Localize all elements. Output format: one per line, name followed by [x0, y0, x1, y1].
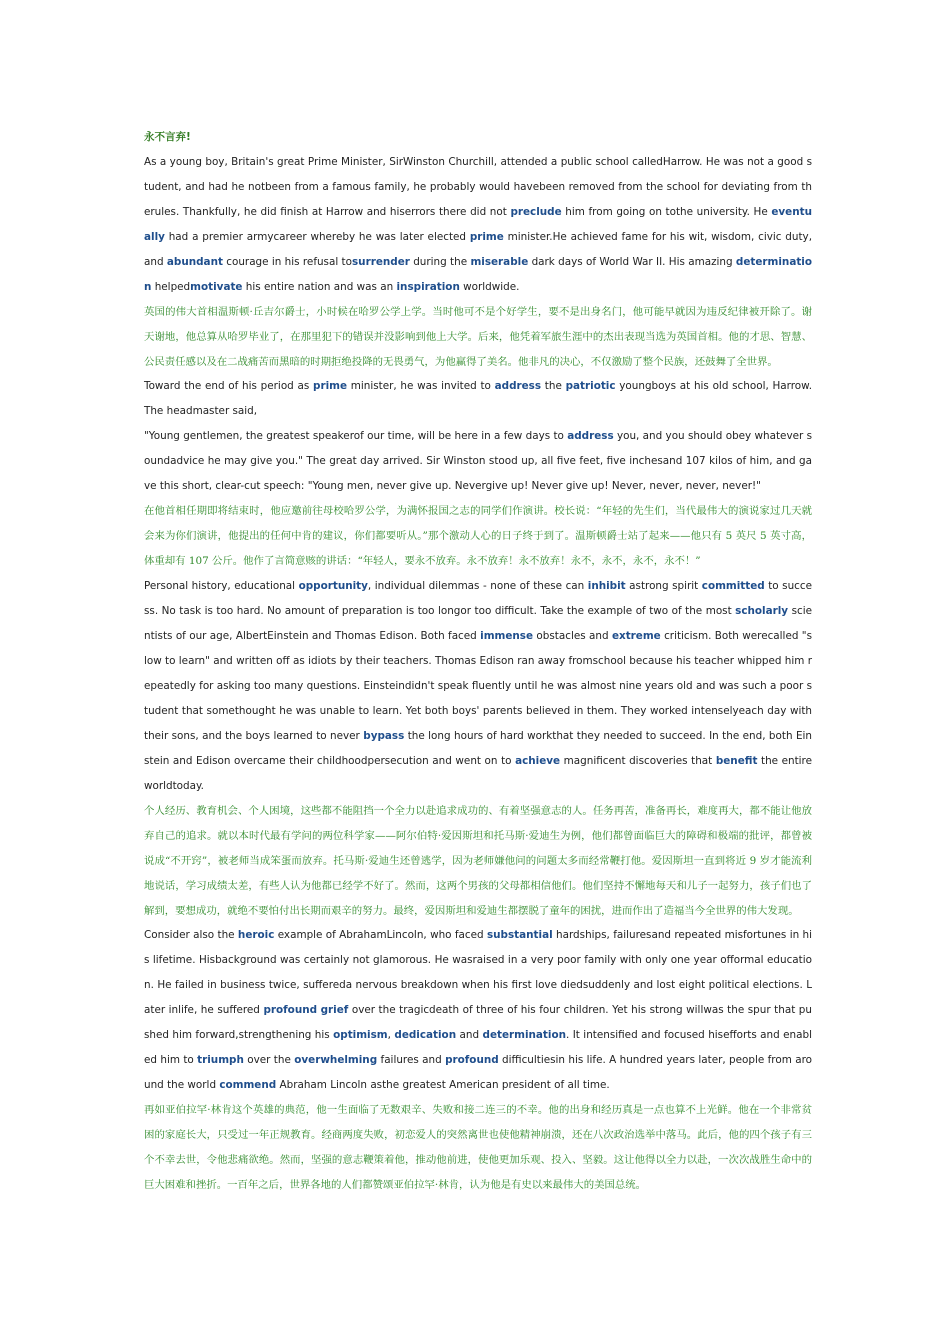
vocabulary-word: triumph	[197, 1054, 244, 1067]
chinese-translation-paragraph: 再如亚伯拉罕·林肯这个英雄的典范，他一生面临了无数艰辛、失败和接二连三的不幸。他的出身和经历真是一点也算不上光鲜。他在一个非常贫困的家庭长大，只受过一年正规教育。经商两度失败，初恋爱人的突然离世也使他精神崩溃，还在八次政治选举中落马。此后，他的四个孩子有三个不幸去世，令他悲痛欲绝。然而，坚强的意志鞭策着他，推动他前进，使他更加乐观、投入、坚毅。这让他得以全力以赴，一次次战胜生命中的巨大困难和挫折。一百年之后，世界各地的人们都赞颂亚伯拉罕·林肯，认为他是有史以来最伟大的美国总统。	[144, 1104, 812, 1191]
paragraph-text: had a premier armycareer whereby he was later elected	[164, 230, 470, 243]
paragraph-text: obstacles and	[533, 630, 612, 643]
chinese-translation-paragraph: 个人经历、教育机会、个人困境，这些都不能阻挡一个全力以赴追求成功的、有着坚强意志的人。任务再苦，准备再长，难度再大，都不能让他放弃自己的追求。就以本时代最有学问的两位科学家——阿尔伯特·爱因斯坦和托马斯·爱迪生为例，他们都曾面临巨大的障碍和极端的批评，都曾被说成“不开窍”，被老师当成笨蛋而放弃。托马斯·爱迪生还曾逃学，因为老师嫌他问的问题太多而经常鞭打他。爱因斯坦一直到将近 9 岁才能流利地说话，学习成绩太差，有些人认为他都已经学不好了。然而，这两个男孩的父母都相信他们。他们坚持不懈地每天和儿子一起努力，孩子们也了解到，要想成功，就绝不要怕付出长期而艰辛的努力。最终，爱因斯坦和爱迪生都摆脱了童年的困扰，进而作出了造福当今全世界的伟大发现。	[144, 804, 812, 917]
vocabulary-word: substantial	[486, 929, 553, 942]
paragraph-text: and	[456, 1029, 483, 1042]
paragraph-text: difficultiesin his life. A hundred years later, people from around the world	[144, 1054, 812, 1092]
paragraph-text: over the	[243, 1054, 295, 1067]
vocabulary-word: grief	[320, 1004, 349, 1017]
vocabulary-word: patriotic	[565, 380, 616, 393]
paragraph-text: you, and you should obey whatever soundadvice he may give you." The great day arrived. Sir Winston stood up, all five feet, five inchesand 107 kilos of him, and gave this short, clear-cut speech: "Young men, never give up. Nevergive up! Never give up! Never, never, never, never!"	[144, 430, 812, 493]
vocabulary-word: profound	[445, 1054, 499, 1067]
vocabulary-word: address	[567, 430, 614, 443]
vocabulary-word: abundant	[166, 255, 223, 268]
paragraph-text: courage in his refusal to	[222, 255, 352, 268]
paragraph-text: hardships, failuresand repeated misfortunes in his lifetime. Hisbackground was certainly not glamorous. He wasraised in a very poor family with only one year offormal education. He failed in business twice, suffereda nervous breakdown when his first love diedsuddenly and lost eight political elections. Later inlife, he suffered	[144, 929, 813, 1017]
vocabulary-word: dedication	[394, 1029, 457, 1042]
paragraph-text: . It intensified and focused hisefforts and enabled him to	[144, 1029, 812, 1067]
vocabulary-word: preclude	[510, 205, 562, 218]
vocabulary-word: miserable	[470, 255, 529, 268]
vocabulary-word: benefit	[715, 754, 758, 767]
paragraph-text: over the tragicdeath of three of his four children. Yet his strong willwas the spur that pushed him forward,strengthening his	[144, 1004, 812, 1042]
paragraph-text: youngboys at his old school, Harrow. The headmaster said,	[144, 380, 813, 418]
paragraph-text: Toward the end of his period as	[144, 380, 314, 393]
paragraph-text: , individual dilemmas - none of these can	[367, 580, 588, 593]
vocabulary-word: committed	[701, 580, 765, 593]
english-paragraph	[144, 424, 812, 499]
paragraph-text: ,	[387, 1029, 395, 1042]
paragraph-text: to success. No task is too hard. No amount of preparation is too longor too difficult. Take the example of two of the most	[144, 580, 812, 618]
vocabulary-word: prime	[313, 380, 348, 393]
document-body	[144, 125, 812, 1198]
vocabulary-word: eventually	[144, 205, 812, 243]
paragraph-text: criticism. Both werecalled "slow to learn" and written off as idiots by their teachers. Thomas Edison ran away fromschool because his teacher whipped him repeatedly for asking too many questions. Einsteindidn't speak fluently until he was almost nine years old and was such a poor student that somethought he was unable to learn. Yet both boys' parents believed in them. They worked intenselyeach day with their sons, and the boys learned to never	[144, 630, 813, 742]
vocabulary-word: opportunity	[298, 580, 368, 593]
chinese-translation-paragraph: 在他首相任期即将结束时，他应邀前往母校哈罗公学，为满怀报国之志的同学们作演讲。校长说：“年轻的先生们，当代最伟大的演说家过几天就会来为你们演讲，他提出的任何中肯的建议，你们都要听从。”那个激动人心的日子终于到了。温斯顿爵士站了起来——他只有 5 英尺 5 英寸高，体重却有 107 公斤。他作了言简意赅的讲话：“年轻人，要永不放弃。永不放弃！永不放弃！永不，永不，永不，永不！”	[144, 505, 812, 568]
vocabulary-word: address	[494, 380, 542, 393]
vocabulary-word: heroic	[237, 929, 275, 942]
vocabulary-word: profound	[263, 1004, 318, 1017]
chinese-translation-paragraph: 英国的伟大首相温斯顿·丘吉尔爵士，小时候在哈罗公学上学。当时他可不是个好学生，要不是出身名门，他可能早就因为违反纪律被开除了。谢天谢地，他总算从哈罗毕业了，在那里犯下的错误并没影响到他上大学。后来，他凭着军旅生涯中的杰出表现当选为英国首相。他的才思、智慧、公民责任感以及在二战痛苦而黑暗的时期拒绝投降的无畏勇气，为他赢得了美名。他非凡的决心，不仅激励了整个民族，还鼓舞了全世界。	[144, 305, 812, 368]
paragraph-text: scientists of our age, AlbertEinstein and Thomas Edison. Both faced	[144, 605, 812, 643]
paragraph-text: him from going on tothe university. He	[561, 205, 772, 218]
english-paragraph	[144, 574, 812, 799]
vocabulary-word: overwhelming	[294, 1054, 378, 1067]
paragraph-text: As a young boy, Britain's great Prime Minister, SirWinston Churchill, attended a public school calledHarrow. He was not a good student, and had he notbeen from a famous family, he probably would havebeen removed from the school for deviating from therules. Thankfully, he did finish at Harrow and hiserrors there did not	[144, 155, 812, 218]
paragraph-text: Consider also the	[144, 929, 238, 942]
vocabulary-word: determination	[482, 1029, 567, 1042]
paragraph-text: helped	[151, 280, 191, 293]
english-paragraph	[144, 150, 812, 300]
paragraph-text: minister, he was invited to	[347, 380, 495, 393]
vocabulary-word: bypass	[363, 729, 405, 742]
english-paragraph	[144, 923, 812, 1098]
paragraph-text: worldwide.	[459, 280, 520, 293]
vocabulary-word: immense	[480, 630, 534, 643]
paragraph-text: magnificent discoveries that	[560, 754, 716, 767]
paragraph-text: dark days of World War II. His amazing	[528, 255, 736, 268]
vocabulary-word: optimism	[333, 1029, 388, 1042]
english-paragraph	[144, 374, 812, 424]
paragraph-text: Personal history, educational	[144, 580, 299, 593]
vocabulary-word: inhibit	[587, 580, 626, 593]
paragraph-text: the	[541, 380, 566, 393]
paragraph-text: the long hours of hard workthat they needed to succeed. In the end, both Einstein and Edison overcame their childhoodpersecution and went on to	[144, 729, 812, 767]
article-paragraphs	[144, 150, 812, 1198]
paragraph-text: minister.He achieved fame for his wit, wisdom, civic duty, and	[144, 230, 812, 268]
vocabulary-word: motivate	[190, 280, 243, 293]
paragraph-text: Abraham Lincoln asthe greatest American president of all time.	[276, 1079, 610, 1092]
vocabulary-word: prime	[469, 230, 504, 243]
paragraph-text: during the	[409, 255, 471, 268]
vocabulary-word: achieve	[515, 754, 561, 767]
vocabulary-word: inspiration	[396, 280, 460, 293]
paragraph-text: example of AbrahamLincoln, who faced	[274, 929, 487, 942]
vocabulary-word: scholarly	[735, 605, 789, 618]
paragraph-text: the entire worldtoday.	[144, 754, 812, 792]
vocabulary-word: surrender	[351, 255, 410, 268]
document-title: 永不言弃!	[144, 131, 191, 143]
vocabulary-word: commend	[219, 1079, 277, 1092]
vocabulary-word: extreme	[611, 630, 661, 643]
paragraph-text: "Young gentlemen, the greatest speakerof our time, will be here in a few days to	[144, 430, 568, 443]
paragraph-text: astrong spirit	[625, 580, 702, 593]
paragraph-text: his entire nation and was an	[242, 280, 397, 293]
paragraph-text: failures and	[377, 1054, 446, 1067]
vocabulary-word: determination	[144, 255, 813, 293]
